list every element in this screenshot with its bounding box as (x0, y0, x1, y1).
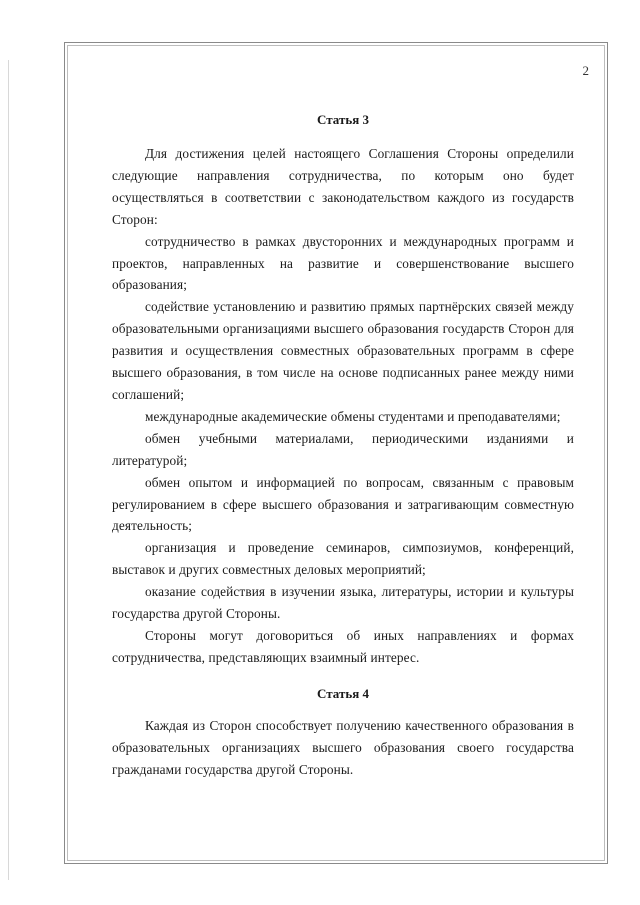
document-page (64, 42, 608, 864)
article-3-paragraph: обмен учебными материалами, периодическими изданиями и литературой; (112, 430, 574, 468)
article-4-title: Статья 4 (317, 685, 369, 701)
article-3-paragraph: содействие установлению и развитию прямых партнёрских связей между образовательными организациями высшего образования государств Сторон для развития и осуществления совместных образовательных программ в сфере высшего образования, в том числе на основе подписанных ранее между ними соглашений; (112, 299, 574, 402)
article-3-paragraph: Стороны могут договориться об иных направлениях и формах сотрудничества, представляющих взаимный интерес. (112, 627, 574, 665)
scan-left-edge (8, 60, 9, 880)
article-3-paragraph: обмен опытом и информацией по вопросам, связанным с правовым регулированием в сфере высшего образования и затрагивающим совместную деятельность; (112, 474, 574, 534)
article-4-paragraph: Каждая из Сторон способствует получению качественного образования в образовательных организациях высшего образования своего государства гражданами государства другой Стороны. (112, 717, 574, 777)
document-body (112, 109, 574, 780)
article-3-paragraph: организация и проведение семинаров, симпозиумов, конференций, выставок и других совместных деловых мероприятий; (112, 540, 574, 578)
article-3-paragraph: сотрудничество в рамках двусторонних и международных программ и проектов, направленных на развитие и совершенствование высшего образования; (112, 233, 574, 293)
article-3-paragraph: международные академические обмены студентами и преподавателями; (145, 408, 561, 424)
article-3-paragraph: Для достижения целей настоящего Соглашения Стороны определили следующие направления сотрудничества, по которым оно будет осуществляться в соответствии с законодательством каждого из государств Сторон: (112, 146, 574, 227)
article-3-paragraph: оказание содействия в изучении языка, литературы, истории и культуры государства другой Стороны. (112, 584, 574, 622)
page-number: 2 (582, 63, 589, 78)
article-3-title: Статья 3 (317, 112, 369, 127)
